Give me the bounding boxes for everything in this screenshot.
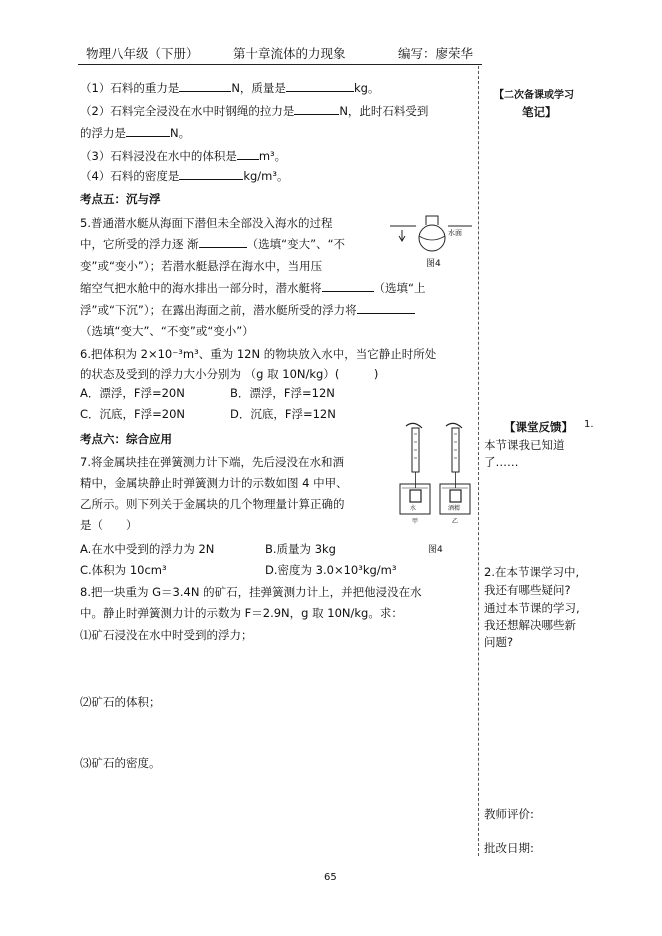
figure-label-q5: 图4 (426, 259, 441, 269)
page-number: 65 (324, 872, 337, 883)
q5-line-6: （选填“变大”、“不变”或“变小”） (80, 324, 254, 338)
q5-line-1: 5.普通潜水艇从海面下潜但未全部没入海水的过程 (80, 216, 333, 230)
sidebar-feedback-number: 1. (584, 419, 594, 430)
q6-line-1: 6.把体积为 2×10⁻³m³、重为 12N 的物块放入水中，当它静止时所处 (80, 347, 437, 361)
spring-scale-diagram (398, 420, 478, 530)
sidebar-question-5: 问题? (484, 635, 514, 649)
q7-option-c: C.体积为 10cm³ (80, 563, 167, 577)
figure-label-q7: 图4 (428, 545, 443, 555)
q8-part-3: ⑶矿石的密度。 (80, 756, 161, 770)
q7-line-3: 乙所示。则下列关于金属块的几个物理量计算正确的 (80, 497, 345, 511)
q7-option-d: D.密度为 3.0×10³kg/m³ (265, 563, 397, 577)
section-title-6: 考点六：综合应用 (80, 432, 172, 446)
sidebar-question-1: 2.在本节课学习中, (484, 565, 580, 579)
section-title-5: 考点五：沉与浮 (80, 192, 161, 206)
q-line-5: （4）石料的密度是 kg/m³。 (80, 169, 289, 183)
q8-line-2: 中。静止时弹簧测力计的示数为 F＝2.9N，g 取 10N/kg。求： (80, 606, 403, 620)
sidebar-teacher-eval: 教师评价: (484, 807, 534, 821)
q-line-2: （2）石料完全浸没在水中时钢绳的拉力是 N，此时石料受到 (80, 104, 429, 118)
q5-line-3: 变”或“变小”）；若潜水艇悬浮在海水中，当用压 (80, 259, 323, 273)
q6-line-2: 的状态及受到的浮力大小分别为 （g 取 10N/kg）( ) (80, 367, 379, 381)
q-line-3: 的浮力是 N。 (80, 126, 191, 140)
sidebar-grading-date: 批改日期: (484, 841, 534, 855)
q-line-4: （3）石料浸没在水中的体积是 m³。 (80, 149, 287, 163)
sidebar-notes-heading-2: 笔记】 (522, 105, 557, 119)
sidebar-question-2: 我还有哪些疑问? (484, 583, 571, 597)
q7-option-a: A.在水中受到的浮力为 2N (80, 542, 215, 556)
q6-option-c: C．沉底，F浮=20N (80, 407, 186, 421)
caption-jia: 甲 (412, 518, 419, 525)
sidebar-question-3: 通过本节课的学习, (484, 601, 580, 615)
q5-line-4: 缩空气把水舱中的海水排出一部分时，潜水艇将 （选填“上 (80, 281, 426, 295)
submarine-figure (388, 208, 474, 268)
q5-line-2: 中，它所受的浮力逐 渐 （选填“变大”、“不 (80, 237, 346, 251)
q5-line-5: 浮”或“下沉”）；在露出海面之前，潜水艇所受的浮力将 (80, 302, 415, 318)
sidebar-feedback-heading: 【课堂反馈】 (504, 420, 573, 434)
sidebar-question-4: 我还想解决哪些新 (484, 618, 576, 632)
q-line-1: （1）石料的重力是 N，质量是 kg。 (80, 81, 380, 95)
q7-line-2: 精中，金属块静止时弹簧测力计的示数如图 4 中甲、 (80, 476, 348, 490)
q6-option-b: B．漂浮，F浮=12N (230, 386, 335, 400)
q6-option-d: D．沉底，F浮=12N (230, 407, 336, 421)
q8-part-1: ⑴矿石浸没在水中时受到的浮力； (80, 628, 253, 642)
header-rule (78, 64, 482, 65)
header-chapter: 第十章流体的力现象 (233, 46, 346, 61)
q8-part-2: ⑵矿石的体积； (80, 695, 161, 709)
header-course: 物理八年级（下册） (86, 46, 199, 61)
q7-option-b: B.质量为 3kg (265, 542, 336, 556)
beaker-label-alcohol: 酒精 (448, 505, 461, 512)
sidebar-known-1: 本节课我已知道 (484, 438, 565, 452)
header-author: 编写：廖荣华 (398, 46, 474, 61)
q6-option-a: A．漂浮，F浮=20N (80, 386, 185, 400)
spring-scale-figure (398, 420, 478, 556)
q7-line-1: 7.将金属块挂在弹簧测力计下端，先后浸没在水和酒 (80, 455, 344, 469)
caption-yi: 乙 (452, 518, 459, 525)
submarine-fig-text: 水面 (448, 229, 462, 237)
column-divider (478, 66, 479, 856)
sidebar-known-2: 了…… (484, 455, 519, 469)
sidebar-notes-heading: 【二次备课或学习 (494, 90, 574, 101)
beaker-label-water: 水 (410, 505, 417, 512)
q7-line-4: 是（ ） (80, 518, 138, 532)
q8-line-1: 8.把一块重为 G＝3.4N 的矿石，挂弹簧测力计上，并把他浸没在水 (80, 585, 422, 599)
